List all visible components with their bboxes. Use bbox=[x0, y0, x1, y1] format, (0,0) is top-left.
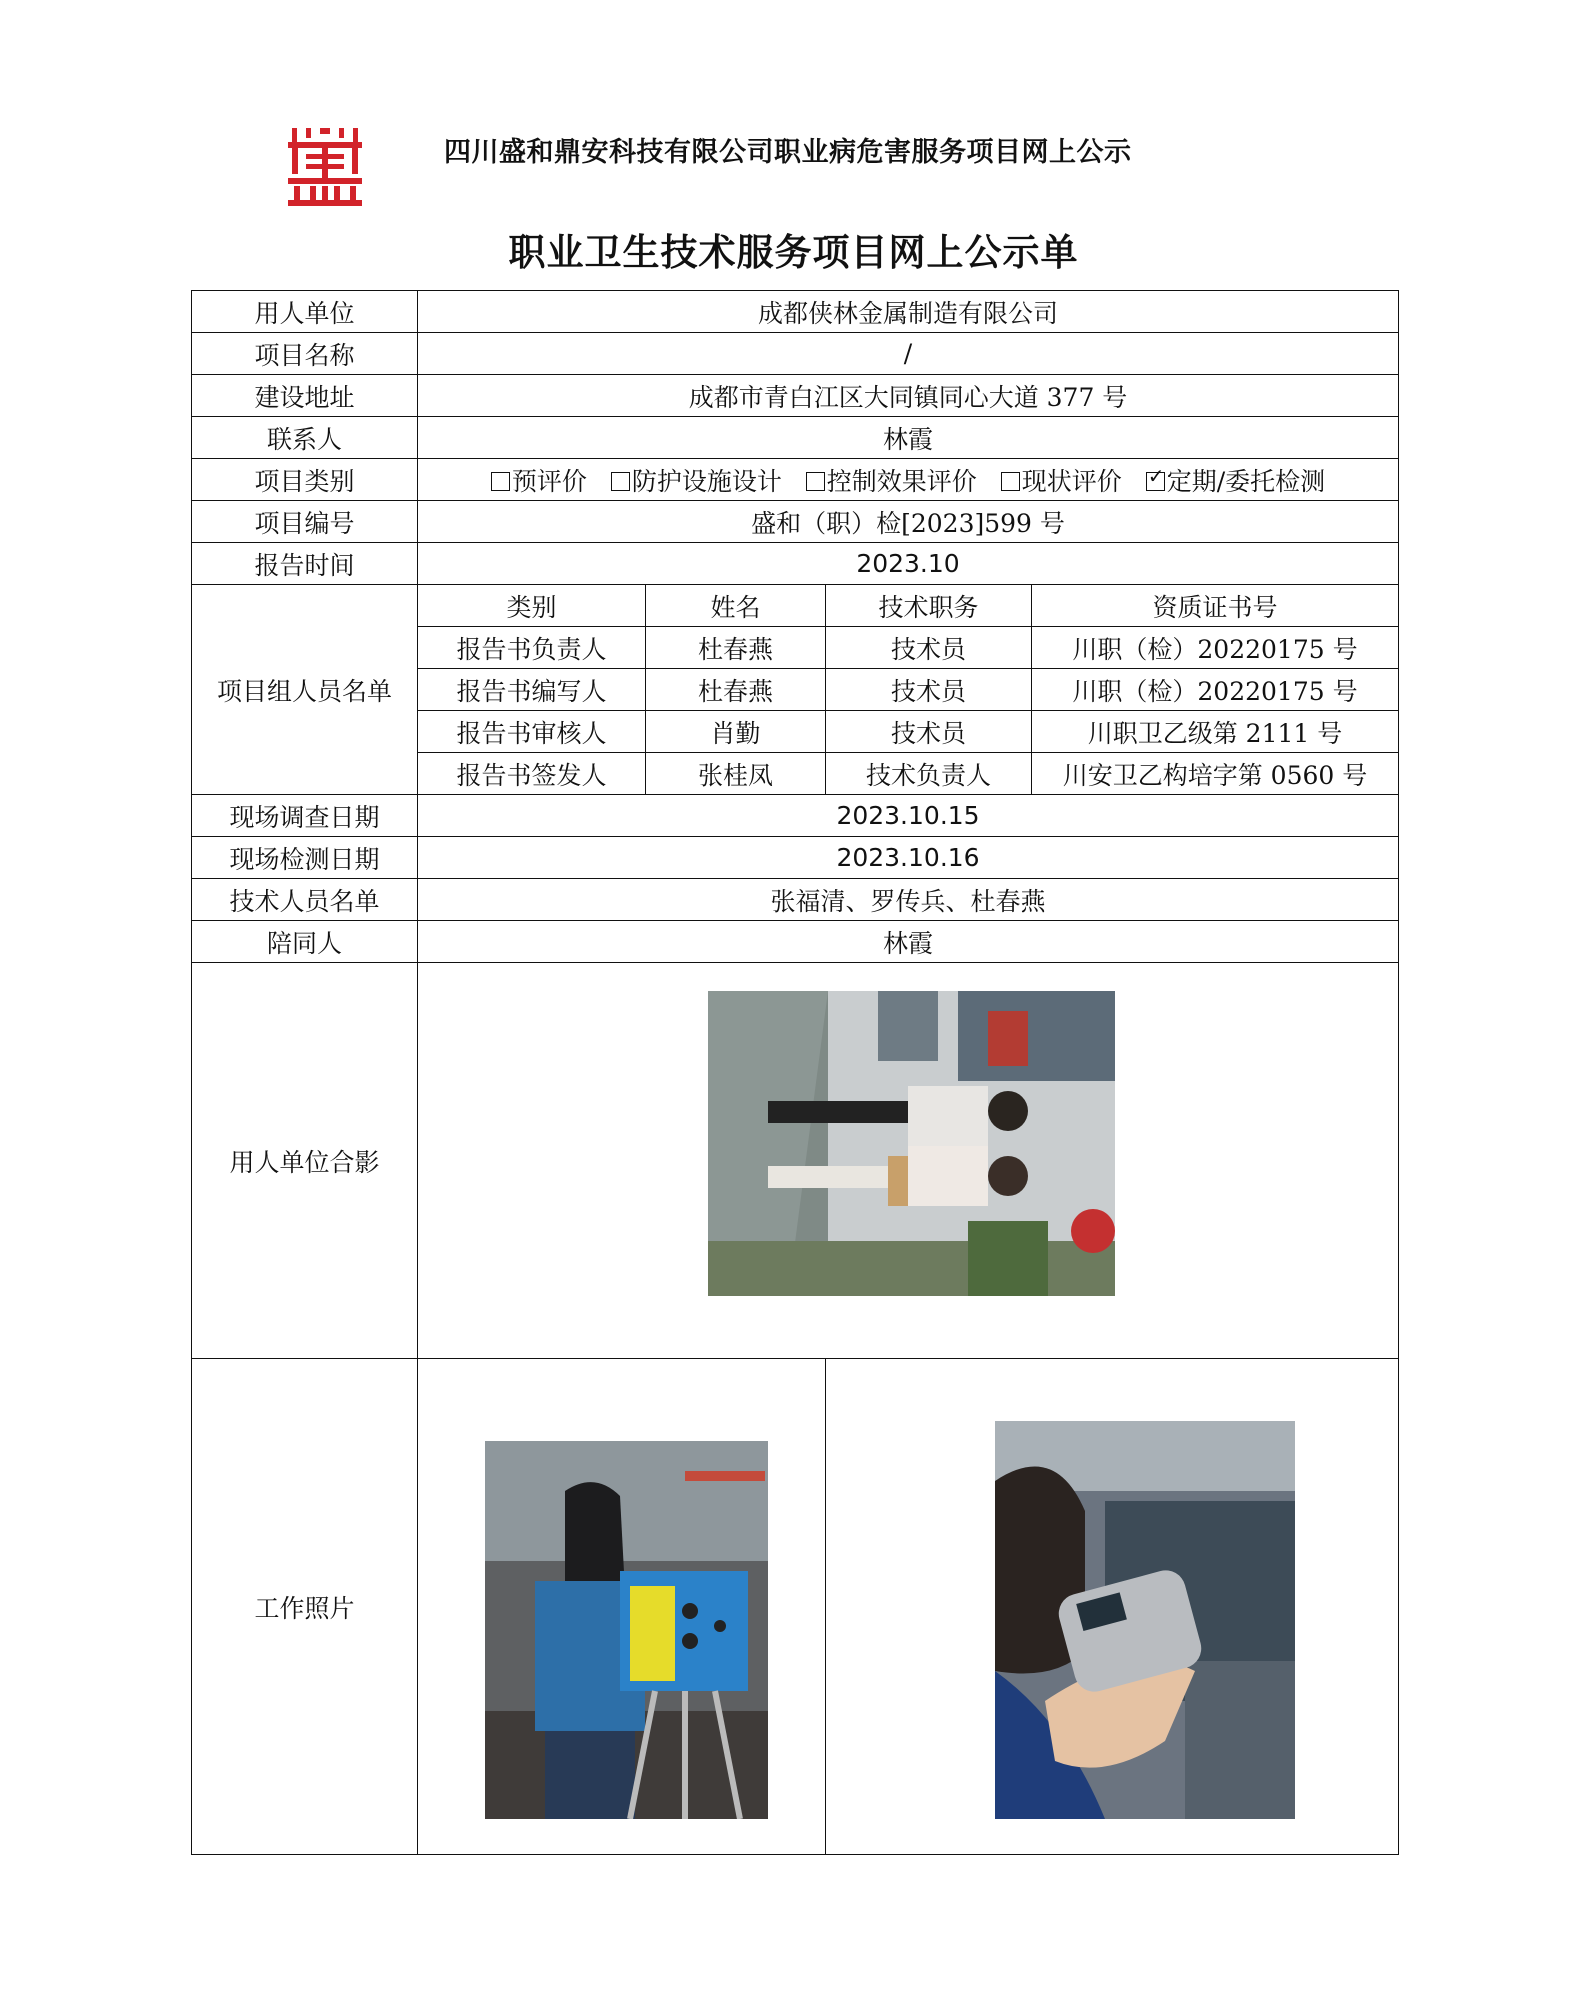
checkbox-label: 现状评价 bbox=[1021, 466, 1122, 496]
label-group-photo: 用人单位合影 bbox=[192, 963, 418, 1359]
company-logo bbox=[284, 126, 366, 208]
team-role: 报告书签发人 bbox=[418, 753, 646, 795]
value-employer: 成都侠林金属制造有限公司 bbox=[418, 291, 1399, 333]
label-project-type: 项目类别 bbox=[192, 459, 418, 501]
checkbox-option[interactable] bbox=[491, 462, 587, 498]
row-group-photo bbox=[192, 963, 1399, 1359]
team-header-name: 姓名 bbox=[646, 585, 826, 627]
team-name: 杜春燕 bbox=[646, 627, 826, 669]
row-employer bbox=[192, 291, 1399, 333]
team-cert: 川职（检）20220175 号 bbox=[1032, 627, 1399, 669]
row-test-date bbox=[192, 837, 1399, 879]
team-title: 技术员 bbox=[826, 711, 1032, 753]
label-report-date: 报告时间 bbox=[192, 543, 418, 585]
work-photo-noise-meter bbox=[995, 1421, 1295, 1819]
label-employer: 用人单位 bbox=[192, 291, 418, 333]
work-photo-cell-left bbox=[418, 1359, 826, 1855]
label-survey-date: 现场调查日期 bbox=[192, 795, 418, 837]
team-title: 技术员 bbox=[826, 669, 1032, 711]
value-report-date: 2023.10 bbox=[418, 543, 1399, 585]
team-name: 肖勤 bbox=[646, 711, 826, 753]
row-project-name bbox=[192, 333, 1399, 375]
checkbox-icon bbox=[491, 472, 510, 491]
work-photo-sampler bbox=[485, 1441, 768, 1819]
checkbox-option[interactable] bbox=[611, 462, 782, 498]
checkbox-label: 防护设施设计 bbox=[631, 466, 782, 496]
team-cert: 川职卫乙级第 2111 号 bbox=[1032, 711, 1399, 753]
group-photo bbox=[708, 991, 1115, 1296]
value-technicians: 张福清、罗传兵、杜春燕 bbox=[418, 879, 1399, 921]
value-contact: 林霞 bbox=[418, 417, 1399, 459]
announcement-form bbox=[191, 290, 1399, 1855]
row-address bbox=[192, 375, 1399, 417]
row-companion bbox=[192, 921, 1399, 963]
label-project-no: 项目编号 bbox=[192, 501, 418, 543]
team-name: 杜春燕 bbox=[646, 669, 826, 711]
team-name: 张桂凤 bbox=[646, 753, 826, 795]
checkbox-label: 控制效果评价 bbox=[826, 466, 977, 496]
label-test-date: 现场检测日期 bbox=[192, 837, 418, 879]
team-role: 报告书编写人 bbox=[418, 669, 646, 711]
row-work-photos bbox=[192, 1359, 1399, 1855]
row-survey-date bbox=[192, 795, 1399, 837]
team-title: 技术负责人 bbox=[826, 753, 1032, 795]
company-header-title: 四川盛和鼎安科技有限公司职业病危害服务项目网上公示 bbox=[444, 137, 1132, 168]
checked-checkbox-icon bbox=[1146, 472, 1165, 491]
label-address: 建设地址 bbox=[192, 375, 418, 417]
label-companion: 陪同人 bbox=[192, 921, 418, 963]
value-companion: 林霞 bbox=[418, 921, 1399, 963]
row-project-no bbox=[192, 501, 1399, 543]
checkbox-option[interactable] bbox=[1001, 462, 1122, 498]
row-technicians bbox=[192, 879, 1399, 921]
checkbox-option[interactable] bbox=[1146, 462, 1325, 498]
value-test-date: 2023.10.16 bbox=[418, 837, 1399, 879]
label-contact: 联系人 bbox=[192, 417, 418, 459]
label-team: 项目组人员名单 bbox=[192, 585, 418, 795]
checkbox-icon bbox=[806, 472, 825, 491]
team-header-title: 技术职务 bbox=[826, 585, 1032, 627]
team-title: 技术员 bbox=[826, 627, 1032, 669]
row-project-type bbox=[192, 459, 1399, 501]
project-type-options bbox=[418, 459, 1399, 501]
value-project-no: 盛和（职）检[2023]599 号 bbox=[418, 501, 1399, 543]
row-contact bbox=[192, 417, 1399, 459]
label-project-name: 项目名称 bbox=[192, 333, 418, 375]
team-role: 报告书审核人 bbox=[418, 711, 646, 753]
label-work-photos: 工作照片 bbox=[192, 1359, 418, 1855]
work-photo-cell-right bbox=[826, 1359, 1399, 1855]
row-report-date bbox=[192, 543, 1399, 585]
value-survey-date: 2023.10.15 bbox=[418, 795, 1399, 837]
team-cert: 川安卫乙构培字第 0560 号 bbox=[1032, 753, 1399, 795]
label-technicians: 技术人员名单 bbox=[192, 879, 418, 921]
team-cert: 川职（检）20220175 号 bbox=[1032, 669, 1399, 711]
document-title: 职业卫生技术服务项目网上公示单 bbox=[508, 230, 1079, 274]
team-header-cert: 资质证书号 bbox=[1032, 585, 1399, 627]
value-address: 成都市青白江区大同镇同心大道 377 号 bbox=[418, 375, 1399, 417]
checkbox-label: 定期/委托检测 bbox=[1166, 466, 1326, 496]
team-header-row bbox=[192, 585, 1399, 627]
team-role: 报告书负责人 bbox=[418, 627, 646, 669]
group-photo-cell bbox=[418, 963, 1399, 1359]
checkbox-option[interactable] bbox=[806, 462, 977, 498]
checkbox-icon bbox=[1001, 472, 1020, 491]
team-header-role: 类别 bbox=[418, 585, 646, 627]
value-project-name: / bbox=[418, 333, 1399, 375]
checkbox-label: 预评价 bbox=[511, 466, 587, 496]
checkbox-icon bbox=[611, 472, 630, 491]
